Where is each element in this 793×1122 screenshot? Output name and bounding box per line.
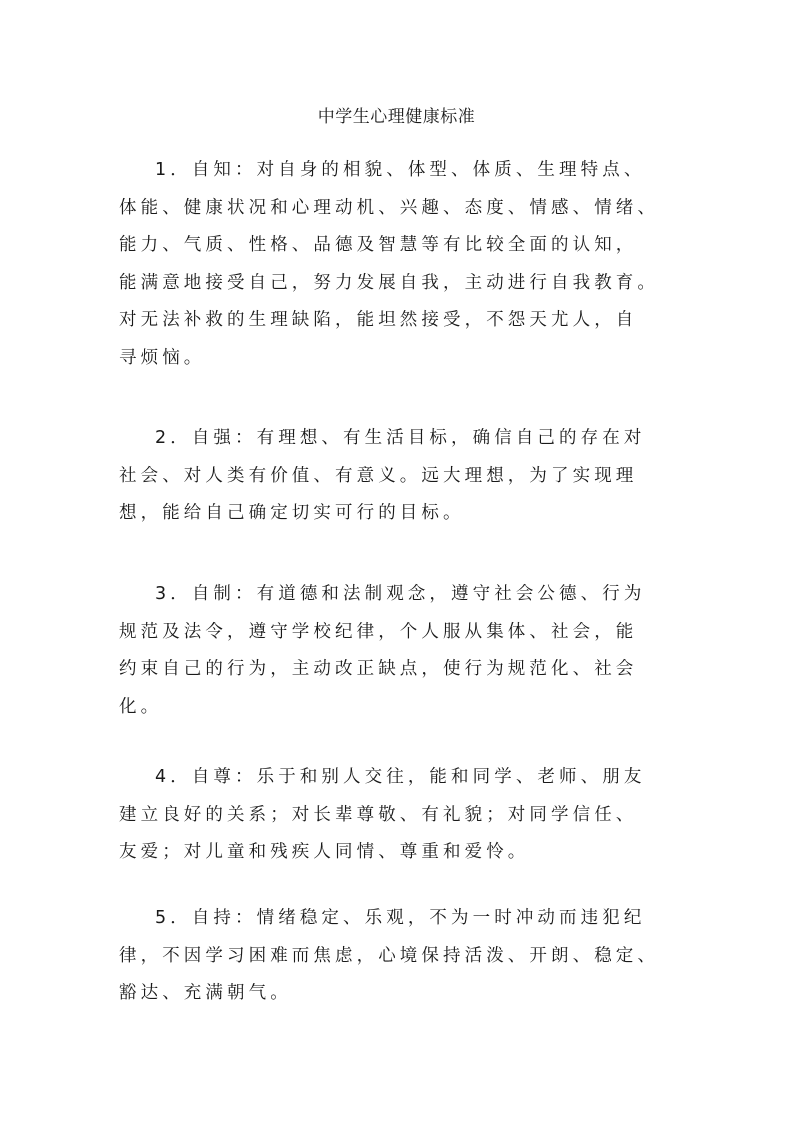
paragraph-line: 能力、气质、性格、品德及智慧等有比较全面的认知，: [119, 235, 638, 255]
paragraph-line: 5．自持：情绪稳定、乐观，不为一时冲动而违犯纪: [155, 908, 646, 928]
paragraph-line: 能满意地接受自己，努力发展自我，主动进行自我教育。: [119, 272, 659, 293]
paragraph-self-control: [119, 576, 679, 726]
paragraph-line: 规范及法令，遵守学校纪律，个人服从集体、社会，能: [119, 621, 638, 642]
paragraph-line: 体能、健康状况和心理动机、兴趣、态度、情感、情绪、: [119, 197, 659, 218]
paragraph-line: 2．自强：有理想、有生活目标，确信自己的存在对: [155, 428, 646, 448]
paragraph-line: 建立良好的关系；对长辈尊敬、有礼貌；对同学信任、: [119, 804, 638, 825]
paragraph-line: 化。: [119, 696, 163, 717]
paragraph-line: 对无法补救的生理缺陷，能坦然接受，不怨天尤人，自: [119, 310, 638, 330]
document-title: 中学生心理健康标准: [317, 107, 476, 127]
paragraph-line: 豁达、充满朝气。: [119, 983, 292, 1003]
paragraph-self-knowledge: [119, 152, 679, 377]
paragraph-line: 友爱；对儿童和残疾人同情、尊重和爱怜。: [119, 842, 530, 862]
paragraph-line: 想，能给自己确定切实可行的目标。: [119, 503, 465, 523]
paragraph-self-composure: [119, 900, 679, 1013]
paragraph-line: 寻烦恼。: [119, 347, 206, 368]
paragraph-line: 约束自己的行为，主动改正缺点，使行为规范化、社会: [119, 659, 638, 679]
paragraph-self-respect: [119, 759, 679, 872]
paragraph-self-strengthening: [119, 420, 679, 533]
paragraph-line: 3．自制：有道德和法制观念，遵守社会公德、行为: [155, 584, 646, 604]
paragraph-line: 4．自尊：乐于和别人交往，能和同学、老师、朋友: [155, 767, 646, 787]
paragraph-line: 律，不因学习困难而焦虑，心境保持活泼、开朗、稳定、: [119, 945, 659, 966]
paragraph-line: 社会、对人类有价值、有意义。远大理想，为了实现理: [119, 465, 638, 486]
paragraph-line: 1．自知：对自身的相貌、体型、体质、生理特点、: [155, 160, 646, 180]
